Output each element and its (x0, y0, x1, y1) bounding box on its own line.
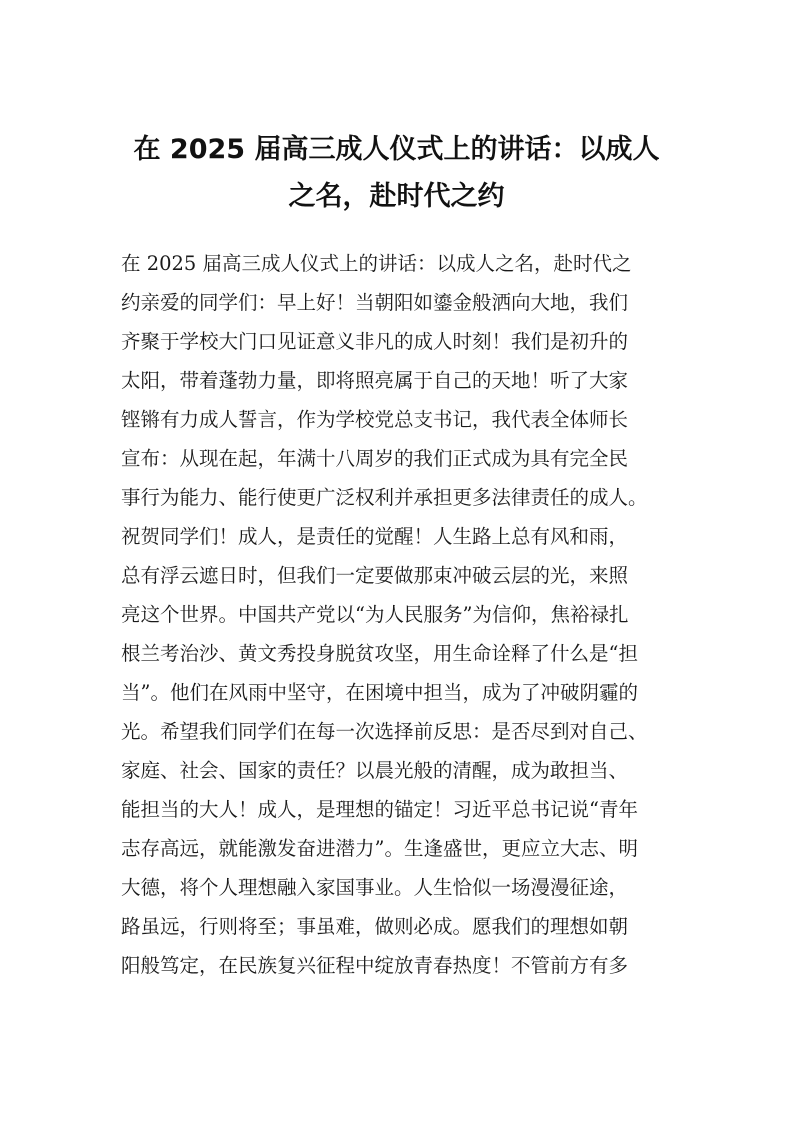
body-line: 事行为能力、能行使更广泛权利并承担更多法律责任的成人。 (121, 486, 648, 509)
document-title-line-2: 之名，赴时代之约 (288, 181, 505, 212)
body-line: 家庭、社会、国家的责任？以晨光般的清醒，成为敢担当、 (121, 759, 629, 782)
document-body (121, 244, 681, 985)
body-line: 根兰考治沙、黄文秀投身脱贫攻坚，用生命诠释了什么是“担 (121, 642, 638, 665)
body-line: 大德，将个人理想融入家国事业。人生恰似一场漫漫征途， (121, 876, 629, 899)
body-line: 太阳，带着蓬勃力量，即将照亮属于自己的天地！听了大家 (121, 369, 629, 392)
body-line: 路虽远，行则将至；事虽难，做则必成。愿我们的理想如朝 (121, 915, 629, 938)
body-line: 铿锵有力成人誓言，作为学校党总支书记，我代表全体师长 (121, 408, 629, 431)
body-line: 祝贺同学们！成人，是责任的觉醒！人生路上总有风和雨， (121, 525, 629, 548)
body-line: 约亲爱的同学们：早上好！当朝阳如鎏金般洒向大地，我们 (121, 291, 629, 314)
body-line: 志存高远，就能激发奋进潜力”。生逢盛世，更应立大志、明 (121, 837, 638, 860)
body-line: 阳般笃定，在民族复兴征程中绽放青春热度！不管前方有多 (121, 954, 629, 977)
body-line: 在 2025 届高三成人仪式上的讲话：以成人之名，赴时代之 (121, 252, 632, 275)
body-line: 宣布：从现在起，年满十八周岁的我们正式成为具有完全民 (121, 447, 629, 470)
body-line: 齐聚于学校大门口见证意义非凡的成人时刻！我们是初升的 (121, 330, 629, 353)
document-title-line-1: 在 2025 届高三成人仪式上的讲话：以成人 (133, 134, 660, 165)
body-line: 能担当的大人！成人，是理想的锚定！习近平总书记说“青年 (121, 798, 638, 821)
body-line: 当”。他们在风雨中坚守，在困境中担当，成为了冲破阴霾的 (121, 681, 638, 704)
body-line: 总有浮云遮日时，但我们一定要做那束冲破云层的光，来照 (121, 564, 629, 587)
body-line: 亮这个世界。中国共产党以“为人民服务”为信仰，焦裕禄扎 (121, 603, 629, 626)
body-line: 光。希望我们同学们在每一次选择前反思：是否尽到对自己、 (121, 720, 648, 743)
